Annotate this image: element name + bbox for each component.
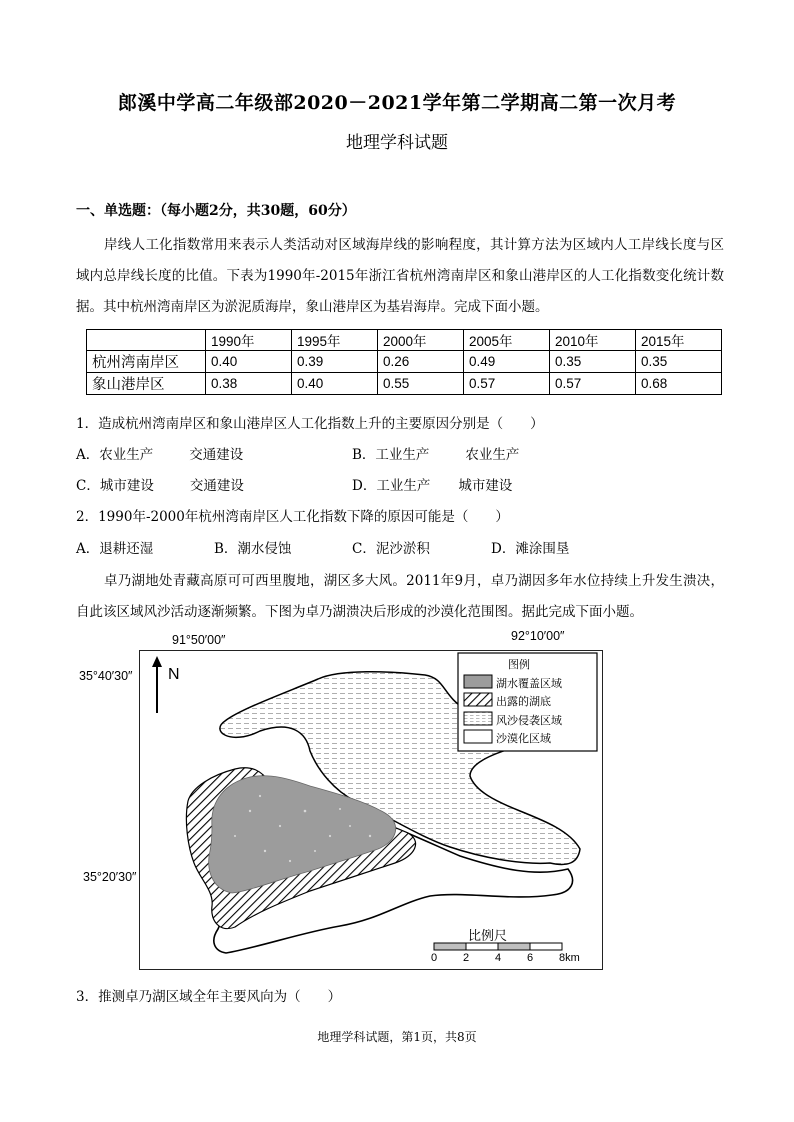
legend-title: 图例 (508, 658, 530, 671)
q2-option-b[interactable]: B．潮水侵蚀 (214, 541, 292, 557)
legend-swatch-sand-invasion (464, 712, 492, 725)
north-label: N (168, 666, 180, 683)
table-cell: 1995年 (292, 330, 378, 351)
table-cell: 0.26 (378, 351, 464, 373)
north-arrow (152, 656, 162, 713)
scale-tick-0: 0 (431, 952, 438, 964)
option-part: A．农业生产 (76, 447, 154, 463)
passage-2: 卓乃湖地处青藏高原可可西里腹地，湖区多大风。2011年9月，卓乃湖因多年水位持续上升发生溃决，自此该区域风沙活动逐渐频繁。下图为卓乃湖溃决后形成的沙漠化范围图。据此完成下面小题。 (76, 573, 724, 620)
option-part: 城市建设 (458, 478, 513, 494)
table-row-label: 杭州湾南岸区 (87, 351, 206, 373)
table-cell: 1990年 (206, 330, 292, 351)
q1-option-b[interactable] (352, 443, 519, 463)
legend-swatch-lake-water (464, 675, 492, 688)
q1-option-c[interactable] (76, 474, 244, 494)
legend-label-sand-invasion: 风沙侵袭区域 (496, 714, 562, 727)
q2-option-d[interactable]: D．滩涂围垦 (491, 541, 570, 557)
table-cell: 0.40 (292, 373, 378, 395)
table-cell: 2000年 (378, 330, 464, 351)
option-part: 交通建设 (189, 478, 244, 494)
legend-swatch-desertification (464, 730, 492, 743)
legend-label-desertification: 沙漠化区域 (496, 732, 551, 745)
table-cell: 0.40 (206, 351, 292, 373)
table-cell (87, 330, 206, 351)
question-3-stem: 3．推测卓乃湖区域全年主要风向为（ ） (76, 989, 342, 1005)
scale-tick-4: 4 (495, 952, 502, 964)
q2-option-a[interactable]: A．退耕还湿 (76, 541, 154, 557)
table-cell: 0.57 (550, 373, 636, 395)
scale-bar (434, 943, 562, 950)
question-1-stem: 1．造成杭州湾南岸区和象山港岸区人工化指数上升的主要原因分别是（ ） (76, 416, 544, 432)
option-part: 农业生产 (465, 447, 520, 463)
table-cell: 0.68 (636, 373, 722, 395)
table-row (87, 373, 722, 395)
option-part: 交通建设 (189, 447, 244, 463)
scale-tick-6: 6 (527, 952, 534, 964)
option-part: B．工业生产 (352, 447, 430, 463)
table-cell: 0.57 (464, 373, 550, 395)
table-row (87, 351, 722, 373)
table-cell: 2005年 (464, 330, 550, 351)
table-cell: 0.55 (378, 373, 464, 395)
longitude-right-label: 92°10′00″ (511, 629, 565, 643)
option-part: D．工业生产 (352, 478, 431, 494)
legend-swatch-exposed-lakebed (464, 693, 492, 706)
exam-title: 郎溪中学高二年级部2020－2021学年第二学期高二第一次月考 (117, 92, 677, 114)
question-2-stem: 2．1990年-2000年杭州湾南岸区人工化指数下降的原因可能是（ ） (76, 509, 509, 525)
scale-title: 比例尺 (468, 929, 508, 944)
latitude-top-label: 35°40′30″ (79, 669, 133, 683)
table-cell: 0.38 (206, 373, 292, 395)
option-part: C．城市建设 (76, 478, 154, 494)
coastline-index-table (86, 329, 722, 395)
table-row-label: 象山港岸区 (87, 373, 206, 395)
table-cell: 2010年 (550, 330, 636, 351)
desertification-map (139, 650, 603, 970)
scale-tick-2: 2 (463, 952, 470, 964)
scale-tick-8km: 8km (559, 952, 580, 964)
table-cell: 2015年 (636, 330, 722, 351)
section-heading: 一、单选题：（每小题2分，共30题，60分） (76, 203, 356, 219)
q2-option-c[interactable]: C．泥沙淤积 (352, 541, 430, 557)
passage-1: 岸线人工化指数常用来表示人类活动对区域海岸线的影响程度，其计算方法为区域内人工岸线长度与区域内总岸线长度的比值。下表为1990年-2015年浙江省杭州湾南岸区和象山港岸区的人工化指数变化统计数据。其中杭州湾南岸区为淤泥质海岸，象山港岸区为基岩海岸。完成下面小题。 (76, 237, 724, 315)
q1-option-d[interactable] (352, 474, 512, 494)
table-cell: 0.35 (550, 351, 636, 373)
q1-option-a[interactable] (76, 443, 243, 463)
page-footer: 地理学科试题，第1页，共8页 (317, 1030, 477, 1044)
legend-label-exposed-lakebed: 出露的湖底 (496, 695, 551, 708)
table-cell: 0.39 (292, 351, 378, 373)
latitude-bottom-label: 35°20′30″ (83, 870, 137, 884)
longitude-left-label: 91°50′00″ (172, 633, 226, 647)
table-header-row (87, 330, 722, 351)
table-cell: 0.35 (636, 351, 722, 373)
exam-subtitle: 地理学科试题 (346, 133, 448, 153)
table-cell: 0.49 (464, 351, 550, 373)
legend-label-lake-water: 湖水覆盖区域 (496, 677, 562, 690)
